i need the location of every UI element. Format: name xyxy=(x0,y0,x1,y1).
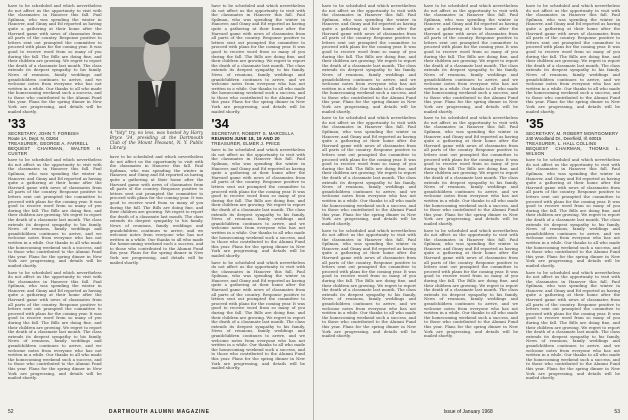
left-column-3 xyxy=(211,4,305,402)
left-column-2 xyxy=(110,4,204,402)
body-text: have to be scheduled and which nevertheless do not affect us the opportunity to visit with the classmates in Hanover this fall. Paul Spilman, who was spending the winter in Hanover, and Ginny and Ed reported as having quite a gathering at their home after the Harvard game with news of classmates from all parts of the country. Response positive to letters sent out prompted the committee to proceed with plans for the coming year. It was good to receive word from so many of you during the fall. The Bills are doing fine, and their children are growing. We regret to report the death of a classmate last month. The class extends its deepest sympathy to his family. News of reunions, family weddings and grandchildren continues to arrive, and we welcome notes from everyone who has not written in a while. Our thanks to all who made the homecoming weekend such a success, and to those who contributed to the Alumni Fund this year. Plans for the spring dinner in New York are progressing, and details will be mailed shortly. xyxy=(526,157,620,268)
class-officers: SECRETARY, M. ROBERT MONTGOMERY 240 Woodland Dr., Deerfield, Ill. 60015 TREASURER, L. HALL COLLINS BEQUEST CHAIRMAN, THOMAS L. WILSON xyxy=(526,131,620,157)
body-text: have to be scheduled and which nevertheless do not affect us the opportunity to visit with the classmates in Hanover this fall. Paul Spilman, who was spending the winter in Hanover, and Ginny and Ed reported as having quite a gathering at their home after the Harvard game with news of classmates from all parts of the country. Response positive to letters sent out prompted the committee to proceed with plans for the coming year. It was good to receive word from so many of you during the fall. The Bills are doing fine, and their children are growing. We regret to report the death of a classmate last month. The class extends its deepest sympathy to his family. News of reunions, family weddings and grandchildren continues to arrive, and we welcome notes from everyone who has not written in a while. Our thanks to all who made the homecoming weekend such a success, and to those who contributed to the Alumni Fund this year. Plans for the spring dinner in New York are progressing, and details will be mailed shortly. xyxy=(322,115,416,226)
right-column-1 xyxy=(322,4,416,402)
body-text: have to be scheduled and which nevertheless do not affect us the opportunity to visit with the classmates in Hanover this fall. Paul Spilman, who was spending the winter in Hanover, and Ginny and Ed reported as having quite a gathering at their home after the Harvard game with news of classmates from all parts of the country. Response positive to letters sent out prompted the committee to proceed with plans for the coming year. It was good to receive word from so many of you during the fall. The Bills are doing fine, and their children are growing. We regret to report the death of a classmate last month. The class extends its deepest sympathy to his family. News of reunions, family weddings and grandchildren continues to arrive, and we welcome notes from everyone who has not written in a while. Our thanks to all who made the homecoming weekend such a success, and to those who contributed to the Alumni Fund this year. Plans for the spring dinner in New York are progressing, and details will be mailed shortly. xyxy=(322,4,416,114)
right-page xyxy=(314,0,628,420)
body-text: have to be scheduled and which nevertheless do not affect us the opportunity to visit with the classmates in Hanover this fall. Paul Spilman, who was spending the winter in Hanover, and Ginny and Ed reported as having quite a gathering at their home after the Harvard game with news of classmates from all parts of the country. Response positive to letters sent out prompted the committee to proceed with plans for the coming year. It was good to receive word from so many of you during the fall. The Bills are doing fine, and their children are growing. We regret to report the death of a classmate last month. The class extends its deepest sympathy to his family. News of reunions, family weddings and grandchildren continues to arrive, and we welcome notes from everyone who has not written in a while. Our thanks to all who made the homecoming weekend such a success, and to those who contributed to the Alumni Fund this year. Plans for the spring dinner in New York are progressing, and details will be mailed shortly. xyxy=(424,227,518,339)
right-column-2 xyxy=(424,4,518,402)
right-footer xyxy=(322,409,620,415)
class-year-heading: '34 xyxy=(211,116,229,132)
left-column-1 xyxy=(8,4,102,402)
body-text: have to be scheduled and which nevertheless do not affect us the opportunity to visit with the classmates in Hanover this fall. Paul Spilman, who was spending the winter in Hanover, and Ginny and Ed reported as having quite a gathering at their home after the Harvard game with news of classmates from all parts of the country. Response positive to letters sent out prompted the committee to proceed with plans for the coming year. It was good to receive word from so many of you during the fall. The Bills are doing fine, and their children are growing. We regret to report the death of a classmate last month. The class extends its deepest sympathy to his family. News of reunions, family weddings and grandchildren continues to arrive, and we welcome notes from everyone who has not written in a while. Our thanks to all who made the homecoming weekend such a success, and to those who contributed to the Alumni Fund this year. Plans for the spring dinner in New York are progressing, and details will be mailed shortly. xyxy=(211,259,306,371)
portrait-photo-icon xyxy=(110,7,204,129)
body-text: have to be scheduled and which nevertheless do not affect us the opportunity to visit with the classmates in Hanover this fall. Paul Spilman, who was spending the winter in Hanover, and Ginny and Ed reported as having quite a gathering at their home after the Harvard game with news of classmates from all parts of the country. Response positive to letters sent out prompted the committee to proceed with plans for the coming year. It was good to receive word from so many of you during the fall. The Bills are doing fine, and their children are growing. We regret to report the death of a classmate last month. The class extends its deepest sympathy to his family. News of reunions, family weddings and grandchildren continues to arrive, and we welcome notes from everyone who has not written in a while. Our thanks to all who made the homecoming weekend such a success, and to those who contributed to the Alumni Fund this year. Plans for the spring dinner in New York are progressing, and details will be mailed shortly. xyxy=(322,227,416,339)
body-text: have to be scheduled and which nevertheless do not affect us the opportunity to visit with the classmates in Hanover this fall. Paul Spilman, who was spending the winter in Hanover, and Ginny and Ed reported as having quite a gathering at their home after the Harvard game with news of classmates from all parts of the country. Response positive to letters sent out prompted the committee to proceed with plans for the coming year. It was good to receive word from so many of you during the fall. The Bills are doing fine, and their children are growing. We regret to report the death of a classmate last month. The class extends its deepest sympathy to his family. News of reunions, family weddings and grandchildren continues to arrive, and we welcome notes from everyone who has not written in a while. Our thanks to all who made the homecoming weekend such a success, and to those who contributed to the Alumni Fund this year. Plans for the spring dinner in New York are progressing, and details will be mailed shortly. xyxy=(424,115,518,226)
body-text: have to be scheduled and which nevertheless do not affect us the opportunity to visit with the classmates in Hanover this fall. Paul Spilman, who was spending the winter in Hanover, and Ginny and Ed reported as having quite a gathering at their home after the Harvard game with news of classmates from all parts of the country. Response positive to letters sent out prompted the committee to proceed with plans for the coming year. It was good to receive word from so many of you during the fall. The Bills are doing fine, and their children are growing. We regret to report the death of a classmate last month. The class extends its deepest sympathy to his family. News of reunions, family weddings and grandchildren continues to arrive, and we welcome notes from everyone who has not written in a while. Our thanks to all who made the homecoming weekend such a success, and to those who contributed to the Alumni Fund this year. Plans for the spring dinner in New York are progressing, and details will be mailed shortly. xyxy=(8,4,102,114)
issue-date: Issue of January 1968 xyxy=(443,409,493,415)
body-text: have to be scheduled and which nevertheless do not affect us the opportunity to visit with the classmates in Hanover this fall. Paul Spilman, who was spending the winter in Hanover, and Ginny and Ed reported as having quite a gathering at their home after the Harvard game with news of classmates from all parts of the country. Response positive to letters sent out prompted the committee to proceed with plans for the coming year. It was good to receive word from so many of you during the fall. The Bills are doing fine, and their children are growing. We regret to report the death of a classmate last month. The class extends its deepest sympathy to his family. News of reunions, family weddings and grandchildren continues to arrive, and we welcome notes from everyone who has not written in a while. Our thanks to all who made the homecoming weekend such a success, and to those who contributed to the Alumni Fund this year. Plans for the spring dinner in New York are progressing, and details will be mailed shortly. xyxy=(211,147,306,258)
class-year-heading: '33 xyxy=(8,116,26,132)
photo-caption: A "tidy" try, no less, was hosted by Harry Bryce '34, presiding at the Dartmouth Club of the Mount Pleasant, N. Y. Public Library. xyxy=(109,131,204,151)
class-officers: SECRETARY, ROBERT S. MARCELLA REUNION JUNE 18, 19 AND 20 TREASURER, ELMER J. PRICE xyxy=(211,131,294,147)
left-footer xyxy=(8,409,305,415)
body-text: have to be scheduled and which nevertheless do not affect us the opportunity to visit with the classmates in Hanover this fall. Paul Spilman, who was spending the winter in Hanover, and Ginny and Ed reported as having quite a gathering at their home after the Harvard game with news of classmates from all parts of the country. Response positive to letters sent out prompted the committee to proceed with plans for the coming year. It was good to receive word from so many of you during the fall. The Bills are doing fine, and their children are growing. We regret to report the death of a classmate last month. The class extends its deepest sympathy to his family. News of reunions, family weddings and grandchildren continues to arrive, and we welcome notes from everyone who has not written in a while. Our thanks to all who made the homecoming weekend such a success, and to those who contributed to the Alumni Fund this year. Plans for the spring dinner in New York are progressing, and details will be mailed shortly. xyxy=(8,157,102,268)
body-text: have to be scheduled and which nevertheless do not affect us the opportunity to visit with the classmates in Hanover this fall. Paul Spilman, who was spending the winter in Hanover, and Ginny and Ed reported as having quite a gathering at their home after the Harvard game with news of classmates from all parts of the country. Response positive to letters sent out prompted the committee to proceed with plans for the coming year. It was good to receive word from so many of you during the fall. The Bills are doing fine, and their children are growing. We regret to report the death of a classmate last month. The class extends its deepest sympathy to his family. News of reunions, family weddings and grandchildren continues to arrive, and we welcome notes from everyone who has not written in a while. Our thanks to all who made the homecoming weekend such a success, and to those who contributed to the Alumni Fund this year. Plans for the spring dinner in New York are progressing, and details will be mailed shortly. xyxy=(526,4,620,114)
body-text: have to be scheduled and which nevertheless do not affect us the opportunity to visit with the classmates in Hanover this fall. Paul Spilman, who was spending the winter in Hanover, and Ginny and Ed reported as having quite a gathering at their home after the Harvard game with news of classmates from all parts of the country. Response positive to letters sent out prompted the committee to proceed with plans for the coming year. It was good to receive word from so many of you during the fall. The Bills are doing fine, and their children are growing. We regret to report the death of a classmate last month. The class extends its deepest sympathy to his family. News of reunions, family weddings and grandchildren continues to arrive, and we welcome notes from everyone who has not written in a while. Our thanks to all who made the homecoming weekend such a success, and to those who contributed to the Alumni Fund this year. Plans for the spring dinner in New York are progressing, and details will be mailed shortly. xyxy=(424,4,518,114)
page-number: 53 xyxy=(614,409,620,415)
class-officers: SECRETARY, JOHN T. FORBISH Route 1A, Dept. N, 03264 TREASURER, GEORGE A. FARRELL BEQUEST CHAIRMAN, WALTER H. CUSTER xyxy=(8,131,102,157)
body-text: have to be scheduled and which nevertheless do not affect us the opportunity to visit with the classmates in Hanover this fall. Paul Spilman, who was spending the winter in Hanover, and Ginny and Ed reported as having quite a gathering at their home after the Harvard game with news of classmates from all parts of the country. Response positive to letters sent out prompted the committee to proceed with plans for the coming year. It was good to receive word from so many of you during the fall. The Bills are doing fine, and their children are growing. We regret to report the death of a classmate last month. The class extends its deepest sympathy to his family. News of reunions, family weddings and grandchildren continues to arrive, and we welcome notes from everyone who has not written in a while. Our thanks to all who made the homecoming weekend such a success, and to those who contributed to the Alumni Fund this year. Plans for the spring dinner in New York are progressing, and details will be mailed shortly. xyxy=(526,269,620,381)
right-column-3 xyxy=(526,4,620,402)
class-photo xyxy=(110,7,204,129)
body-text: have to be scheduled and which nevertheless do not affect us the opportunity to visit with the classmates in Hanover this fall. Paul Spilman, who was spending the winter in Hanover, and Ginny and Ed reported as having quite a gathering at their home after the Harvard game with news of classmates from all parts of the country. Response positive to letters sent out prompted the committee to proceed with plans for the coming year. It was good to receive word from so many of you during the fall. The Bills are doing fine, and their children are growing. We regret to report the death of a classmate last month. The class extends its deepest sympathy to his family. News of reunions, family weddings and grandchildren continues to arrive, and we welcome notes from everyone who has not written in a while. Our thanks to all who made the homecoming weekend such a success, and to those who contributed to the Alumni Fund this year. Plans for the spring dinner in New York are progressing, and details will be mailed shortly. xyxy=(211,4,306,114)
magazine-title: DARTMOUTH ALUMNI MAGAZINE xyxy=(108,409,210,415)
body-text: have to be scheduled and which nevertheless do not affect us the opportunity to visit with the classmates in Hanover this fall. Paul Spilman, who was spending the winter in Hanover, and Ginny and Ed reported as having quite a gathering at their home after the Harvard game with news of classmates from all parts of the country. Response positive to letters sent out prompted the committee to proceed with plans for the coming year. It was good to receive word from so many of you during the fall. The Bills are doing fine, and their children are growing. We regret to report the death of a classmate last month. The class extends its deepest sympathy to his family. News of reunions, family weddings and grandchildren continues to arrive, and we welcome notes from everyone who has not written in a while. Our thanks to all who made the homecoming weekend such a success, and to those who contributed to the Alumni Fund this year. Plans for the spring dinner in New York are progressing, and details will be mailed shortly. xyxy=(8,269,102,381)
body-text: have to be scheduled and which nevertheless do not affect us the opportunity to visit with the classmates in Hanover this fall. Paul Spilman, who was spending the winter in Hanover, and Ginny and Ed reported as having quite a gathering at their home after the Harvard game with news of classmates from all parts of the country. Response positive to letters sent out prompted the committee to proceed with plans for the coming year. It was good to receive word from so many of you during the fall. The Bills are doing fine, and their children are growing. We regret to report the death of a classmate last month. The class extends its deepest sympathy to his family. News of reunions, family weddings and grandchildren continues to arrive, and we welcome notes from everyone who has not written in a while. Our thanks to all who made the homecoming weekend such a success, and to those who contributed to the Alumni Fund this year. Plans for the spring dinner in New York are progressing, and details will be mailed shortly. xyxy=(109,154,204,265)
class-year-heading: '35 xyxy=(526,116,544,132)
page-number: 52 xyxy=(8,409,14,415)
